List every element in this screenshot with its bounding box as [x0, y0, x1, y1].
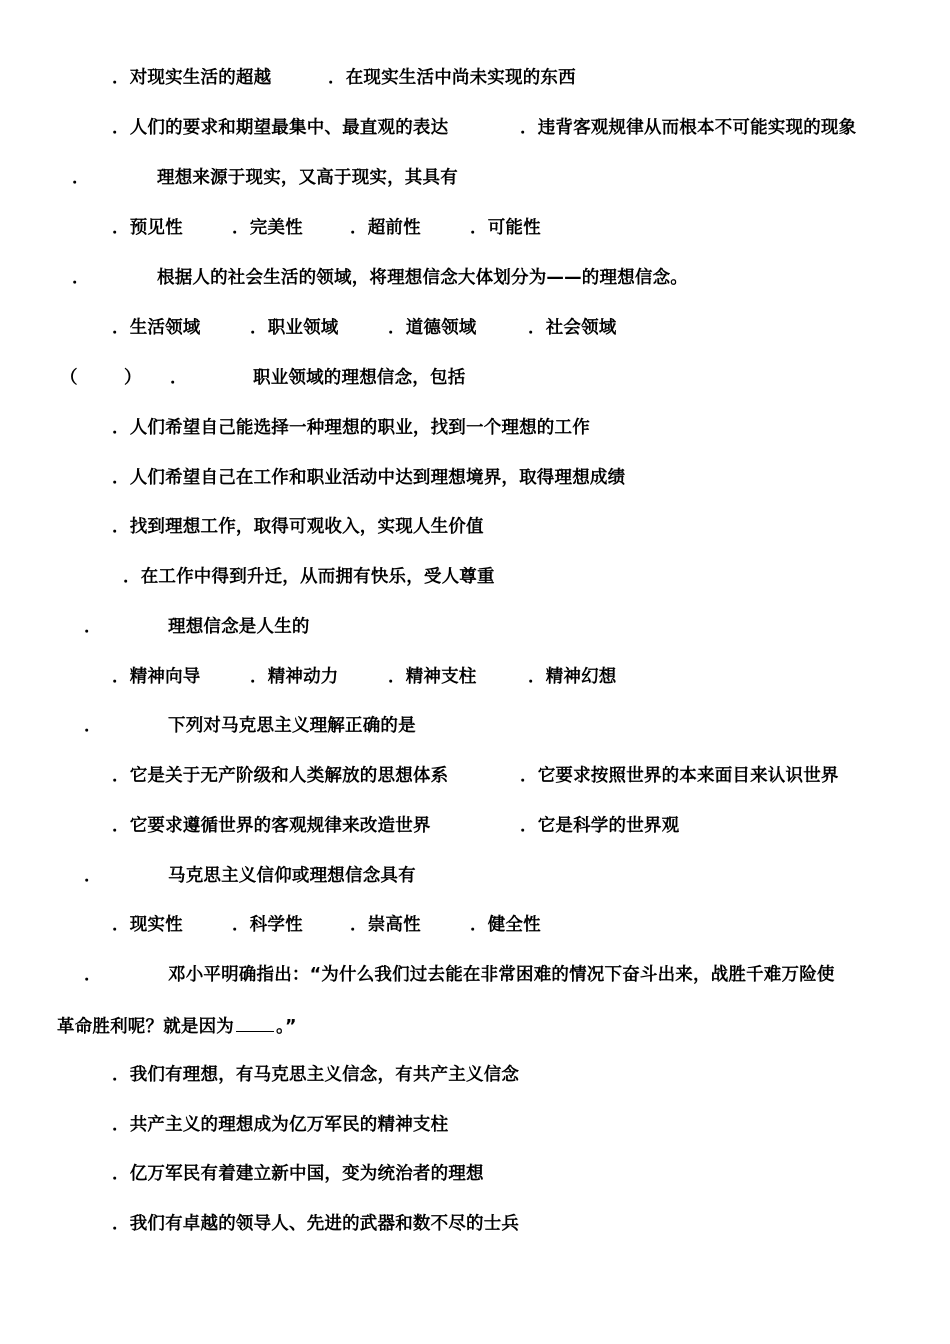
option-c: ．精神支柱 [388, 667, 477, 687]
question-number-dot: ． [72, 168, 90, 188]
option-b: ．共产主义的理想成为亿万军民的精神支柱 [112, 1115, 449, 1135]
question-number-dot: ． [72, 268, 90, 288]
option-a: ．我们有理想，有马克思主义信念，有共产主义信念 [112, 1065, 520, 1085]
question-text: 根据人的社会生活的领域，将理想信念大体划分为——的理想信念。 [157, 268, 688, 288]
option-d: ．健全性 [470, 915, 541, 935]
answer-paren-close: ） [124, 368, 142, 388]
option-c: ．超前性 [350, 218, 421, 238]
answer-paren-open: （ [60, 368, 78, 388]
option-c: ．道德领域 [388, 318, 477, 338]
question-number-dot: ． [84, 965, 102, 985]
option-d: ．可能性 [470, 218, 541, 238]
question-number-dot: ． [84, 866, 102, 886]
option-d: ．在工作中得到升迁，从而拥有快乐，受人尊重 [123, 567, 495, 587]
option-d: ．违背客观规律从而根本不可能实现的现象 [520, 118, 857, 138]
option-a: ．人们希望自己能选择一种理想的职业，找到一个理想的工作 [112, 418, 590, 438]
option-a: ．对现实生活的超越 [112, 68, 272, 88]
option-a: ．它是关于无产阶级和人类解放的思想体系 [112, 766, 449, 786]
option-b: ．完美性 [232, 218, 303, 238]
option-b: ．在现实生活中尚未实现的东西 [328, 68, 576, 88]
question-text: 下列对马克思主义理解正确的是 [168, 716, 416, 736]
option-a: ．预见性 [112, 218, 183, 238]
answer-blank [236, 1013, 274, 1032]
option-b: ．人们希望自己在工作和职业活动中达到理想境界，取得理想成绩 [112, 468, 626, 488]
option-c: ．人们的要求和期望最集中、最直观的表达 [112, 118, 449, 138]
question-text-continued [57, 1013, 297, 1039]
option-b: ．科学性 [232, 915, 303, 935]
question-number-dot: ． [84, 617, 102, 637]
question-text: 理想信念是人生的 [168, 617, 310, 637]
option-c: ．亿万军民有着建立新中国，变为统治者的理想 [112, 1164, 484, 1184]
option-c: ．找到理想工作，取得可观收入，实现人生价值 [112, 517, 484, 537]
question-number-dot: ． [84, 716, 102, 736]
option-b: ．精神动力 [250, 667, 339, 687]
option-d: ．精神幻想 [528, 667, 617, 687]
option-d: ．它是科学的世界观 [520, 816, 680, 836]
question-number-dot: ． [170, 368, 188, 388]
question-text: 理想来源于现实，又高于现实，其具有 [157, 168, 458, 188]
option-a: ．精神向导 [112, 667, 201, 687]
closing-quote: 。” [276, 1017, 297, 1037]
question-text: 职业领域的理想信念，包括 [253, 368, 466, 388]
option-a: ．现实性 [112, 915, 183, 935]
question-text: 邓小平明确指出：“为什么我们过去能在非常困难的情况下奋斗出来，战胜千难万险使 [168, 965, 835, 985]
question-text-line2: 革命胜利呢？就是因为 [57, 1017, 234, 1037]
option-b: ．它要求按照世界的本来面目来认识世界 [520, 766, 839, 786]
question-text: 马克思主义信仰或理想信念具有 [168, 866, 416, 886]
option-d: ．我们有卓越的领导人、先进的武器和数不尽的士兵 [112, 1214, 520, 1234]
option-d: ．社会领域 [528, 318, 617, 338]
option-c: ．它要求遵循世界的客观规律来改造世界 [112, 816, 431, 836]
option-c: ．崇高性 [350, 915, 421, 935]
option-a: ．生活领域 [112, 318, 201, 338]
option-b: ．职业领域 [250, 318, 339, 338]
